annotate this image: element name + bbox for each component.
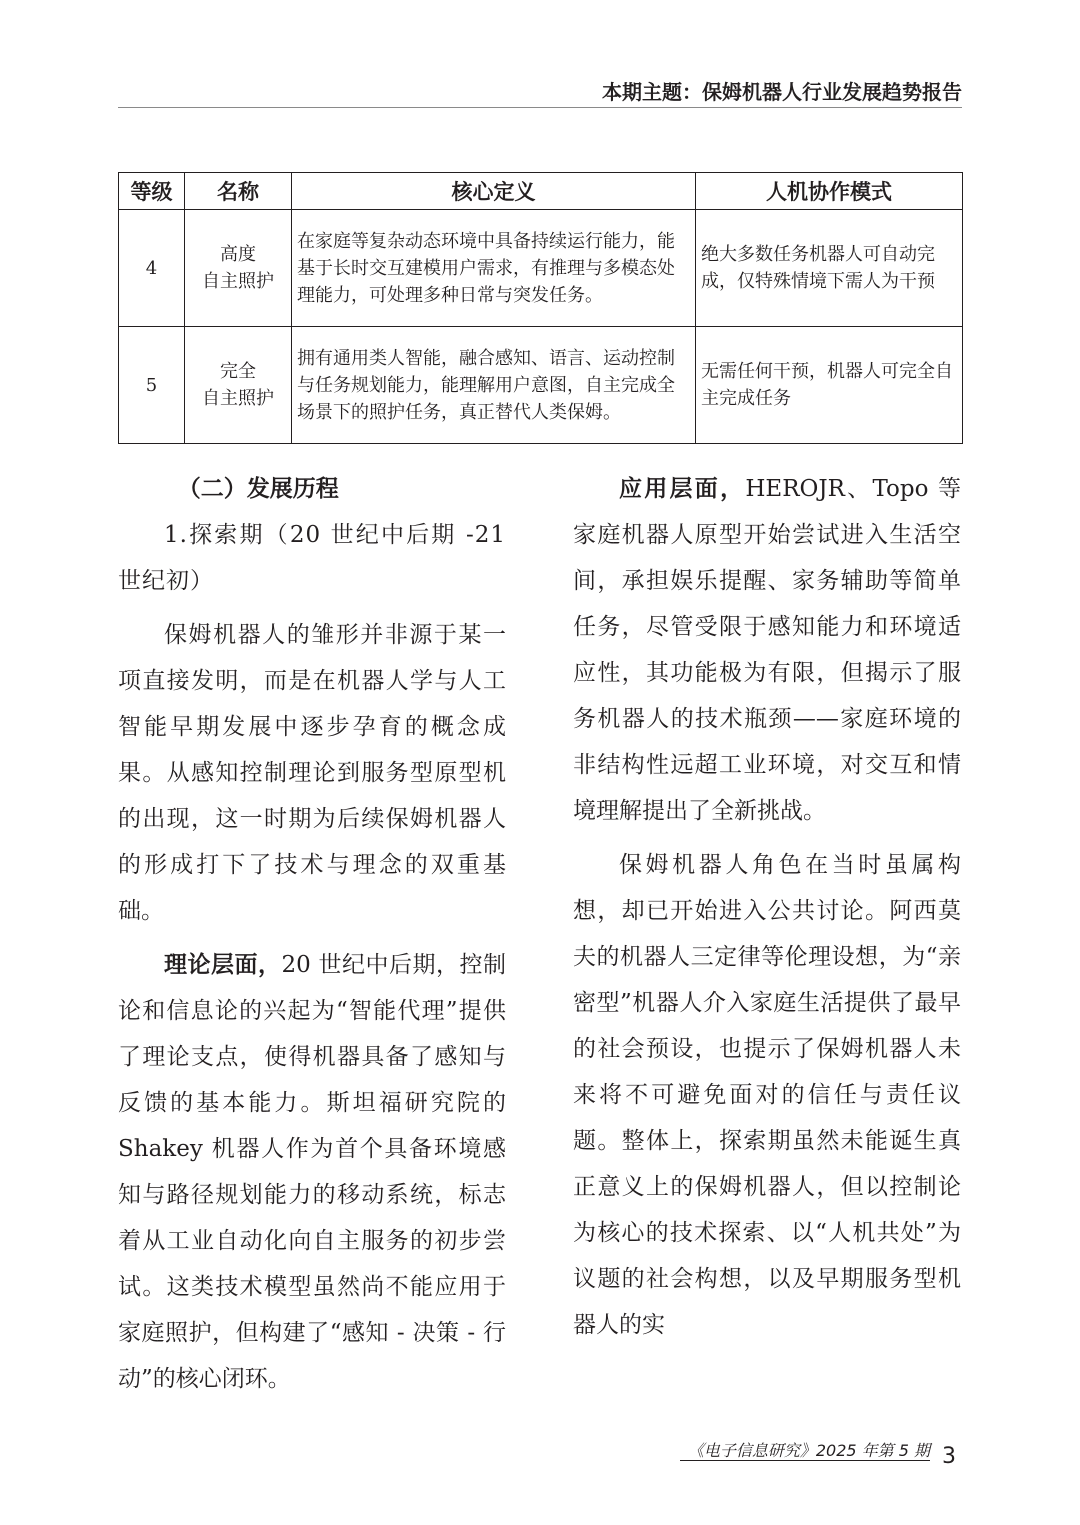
- paragraph-body: HEROJR、Topo 等家庭机器人原型开始尝试进入生活空间，承担娱乐提醒、家务辅助等简单任务，尽管受限于感知能力和环境适应性，其功能极为有限，但揭示了服务机器人的技术瓶颈——家庭环境的非结构性远超工业环境，对交互和情境理解提出了全新挑战。: [573, 476, 962, 824]
- section-heading: （二）发展历程: [177, 475, 339, 502]
- subsection-heading: 1.探索期（20 世纪中后期 -21 世纪初）: [118, 522, 506, 594]
- right-column: [573, 466, 961, 1348]
- paragraph-lead: 理论层面，: [164, 951, 282, 978]
- paragraph: [573, 466, 961, 834]
- table-cell-definition: 拥有通用类人智能，融合感知、语言、运动控制与任务规划能力，能理解用户意图，自主完成全场景下的照护任务，真正替代人类保姆。: [292, 327, 696, 444]
- table-cell-level: 5: [119, 327, 185, 444]
- table-cell-level: 4: [119, 210, 185, 327]
- running-header: 本期主题：保姆机器人行业发展趋势报告: [602, 80, 962, 104]
- table-cell-mode: 绝大多数任务机器人可自动完成，仅特殊情境下需人为干预: [696, 210, 963, 327]
- table-row: [119, 327, 963, 444]
- table-cell-mode: 无需任何干预，机器人可完全自主完成任务: [696, 327, 963, 444]
- table-cell-name: [185, 210, 292, 327]
- header-rule: [118, 107, 962, 108]
- table-cell-name-line2: 自主照护: [202, 271, 274, 292]
- paragraph-body: 20 世纪中后期，控制论和信息论的兴起为“智能代理”提供了理论支点，使得机器具备了感知与反馈的基本能力。斯坦福研究院的 Shakey 机器人作为首个具备环境感知与路径规划能力的移动系统，标志着从工业自动化向自主服务的初步尝试。这类技术模型虽然尚不能应用于家庭照护，但构建了“感知 - 决策 - 行动”的核心闭环。: [118, 952, 507, 1392]
- paragraph-lead: 应用层面，: [619, 475, 746, 502]
- table-cell-name-line2: 自主照护: [202, 388, 274, 409]
- left-column: [118, 466, 506, 1402]
- paragraph: 保姆机器人的雏形并非源于某一项直接发明，而是在机器人学与人工智能早期发展中逐步孕育的概念成果。从感知控制理论到服务型原型机的出现，这一时期为后续保姆机器人的形成打下了技术与理念的双重基础。: [118, 622, 506, 924]
- table-header-mode: 人机协作模式: [696, 173, 963, 210]
- table-header-name: 名称: [185, 173, 292, 210]
- table-header-row: [119, 173, 963, 210]
- journal-footer: 《电子信息研究》2025 年第 5 期: [687, 1441, 930, 1460]
- footer-rule: [680, 1460, 930, 1461]
- table-cell-definition: 在家庭等复杂动态环境中具备持续运行能力，能基于长时交互建模用户需求，有推理与多模态处理能力，可处理多种日常与突发任务。: [292, 210, 696, 327]
- table-header-level: 等级: [119, 173, 185, 210]
- autonomy-level-table: [118, 172, 963, 444]
- table-cell-name-line1: 完全: [220, 361, 256, 382]
- table-header-definition: 核心定义: [292, 173, 696, 210]
- table-cell-name: [185, 327, 292, 444]
- paragraph: 保姆机器人角色在当时虽属构想，却已开始进入公共讨论。阿西莫夫的机器人三定律等伦理设想，为“亲密型”机器人介入家庭生活提供了最早的社会预设，也提示了保姆机器人未来将不可避免面对的信任与责任议题。整体上，探索期虽然未能诞生真正意义上的保姆机器人，但以控制论为核心的技术探索、以“人机共处”为议题的社会构想，以及早期服务型机器人的实: [573, 852, 961, 1338]
- page-number: 3: [942, 1444, 956, 1469]
- paragraph: [118, 942, 506, 1402]
- table-cell-name-line1: 高度: [220, 244, 256, 265]
- table-row: [119, 210, 963, 327]
